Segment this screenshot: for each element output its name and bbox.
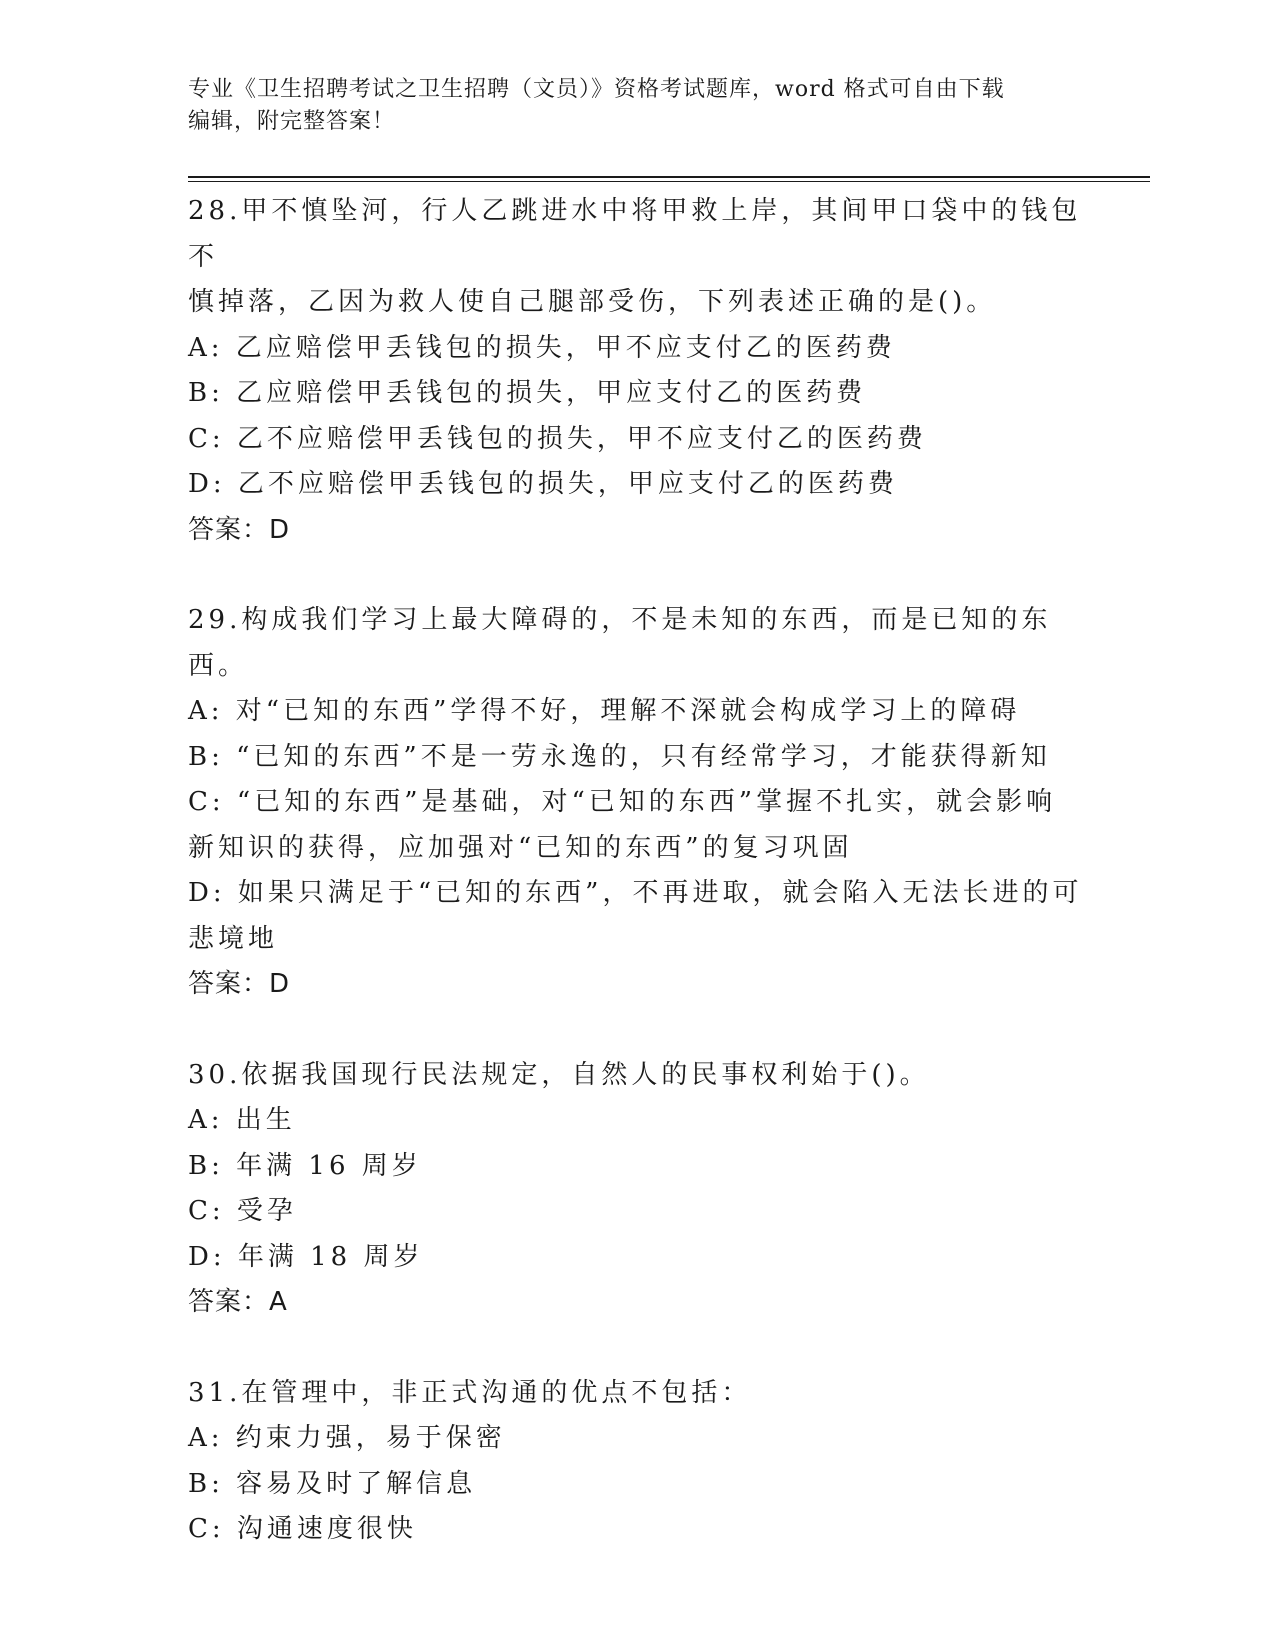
answer-option-line: B: 容易及时了解信息 <box>188 1468 477 1499</box>
answer-option-line: B: “已知的东西”不是一劳永逸的，只有经常学习，才能获得新知 <box>188 741 1051 772</box>
answer-key: 答案：D <box>188 969 291 999</box>
question-block <box>188 1371 1088 1553</box>
question-block <box>188 1053 1088 1326</box>
document-header <box>188 74 1088 138</box>
answer-option-line: B: 乙应赔偿甲丢钱包的损失，甲应支付乙的医药费 <box>188 378 867 408</box>
answer-option-line: A: 约束力强，易于保密 <box>188 1423 506 1453</box>
question-list <box>188 189 1088 1598</box>
question-stem-line: 30.依据我国现行民法规定，自然人的民事权利始于()。 <box>188 1059 930 1090</box>
answer-option-line: 悲境地 <box>188 923 279 954</box>
answer-option-line: D: 年满 18 周岁 <box>188 1241 424 1272</box>
answer-key: 答案：D <box>188 514 291 545</box>
answer-option-line: D: 如果只满足于“已知的东西”，不再进取，就会陷入无法长进的可 <box>188 878 1083 908</box>
answer-option-line: C: 受孕 <box>188 1196 297 1226</box>
question-stem-line: 31.在管理中，非正式沟通的优点不包括： <box>188 1377 752 1408</box>
question-block <box>188 189 1088 553</box>
question-block <box>188 598 1088 1008</box>
header-line-2: 编辑，附完整答案！ <box>188 109 396 134</box>
answer-option-line: D: 乙不应赔偿甲丢钱包的损失，甲应支付乙的医药费 <box>188 469 898 499</box>
answer-option-line: B: 年满 16 周岁 <box>188 1150 422 1181</box>
answer-option-line: C: “已知的东西”是基础，对“已知的东西”掌握不扎实，就会影响 <box>188 787 1057 817</box>
answer-key: 答案：A <box>188 1287 288 1317</box>
answer-option-line: A: 对“已知的东西”学得不好，理解不深就会构成学习上的障碍 <box>188 696 1021 726</box>
answer-option-line: A: 出生 <box>188 1105 296 1135</box>
question-stem-line: 28.甲不慎坠河，行人乙跳进水中将甲救上岸，其间甲口袋中的钱包不 <box>188 196 1082 272</box>
question-stem-line: 慎掉落，乙因为救人使自己腿部受伤，下列表述正确的是()。 <box>188 287 997 317</box>
header-divider-thick <box>188 176 1150 178</box>
answer-option-line: C: 乙不应赔偿甲丢钱包的损失，甲不应支付乙的医药费 <box>188 423 927 454</box>
answer-option-line: C: 沟通速度很快 <box>188 1514 417 1544</box>
header-line-1: 专业《卫生招聘考试之卫生招聘（文员）》资格考试题库，word 格式可自由下载 <box>188 77 1005 102</box>
answer-option-line: A: 乙应赔偿甲丢钱包的损失，甲不应支付乙的医药费 <box>188 332 896 363</box>
header-divider-thin <box>188 181 1150 182</box>
answer-option-line: 新知识的获得，应加强对“已知的东西”的复习巩固 <box>188 832 853 863</box>
question-stem-line: 29.构成我们学习上最大障碍的，不是未知的东西，而是已知的东西。 <box>188 605 1052 681</box>
